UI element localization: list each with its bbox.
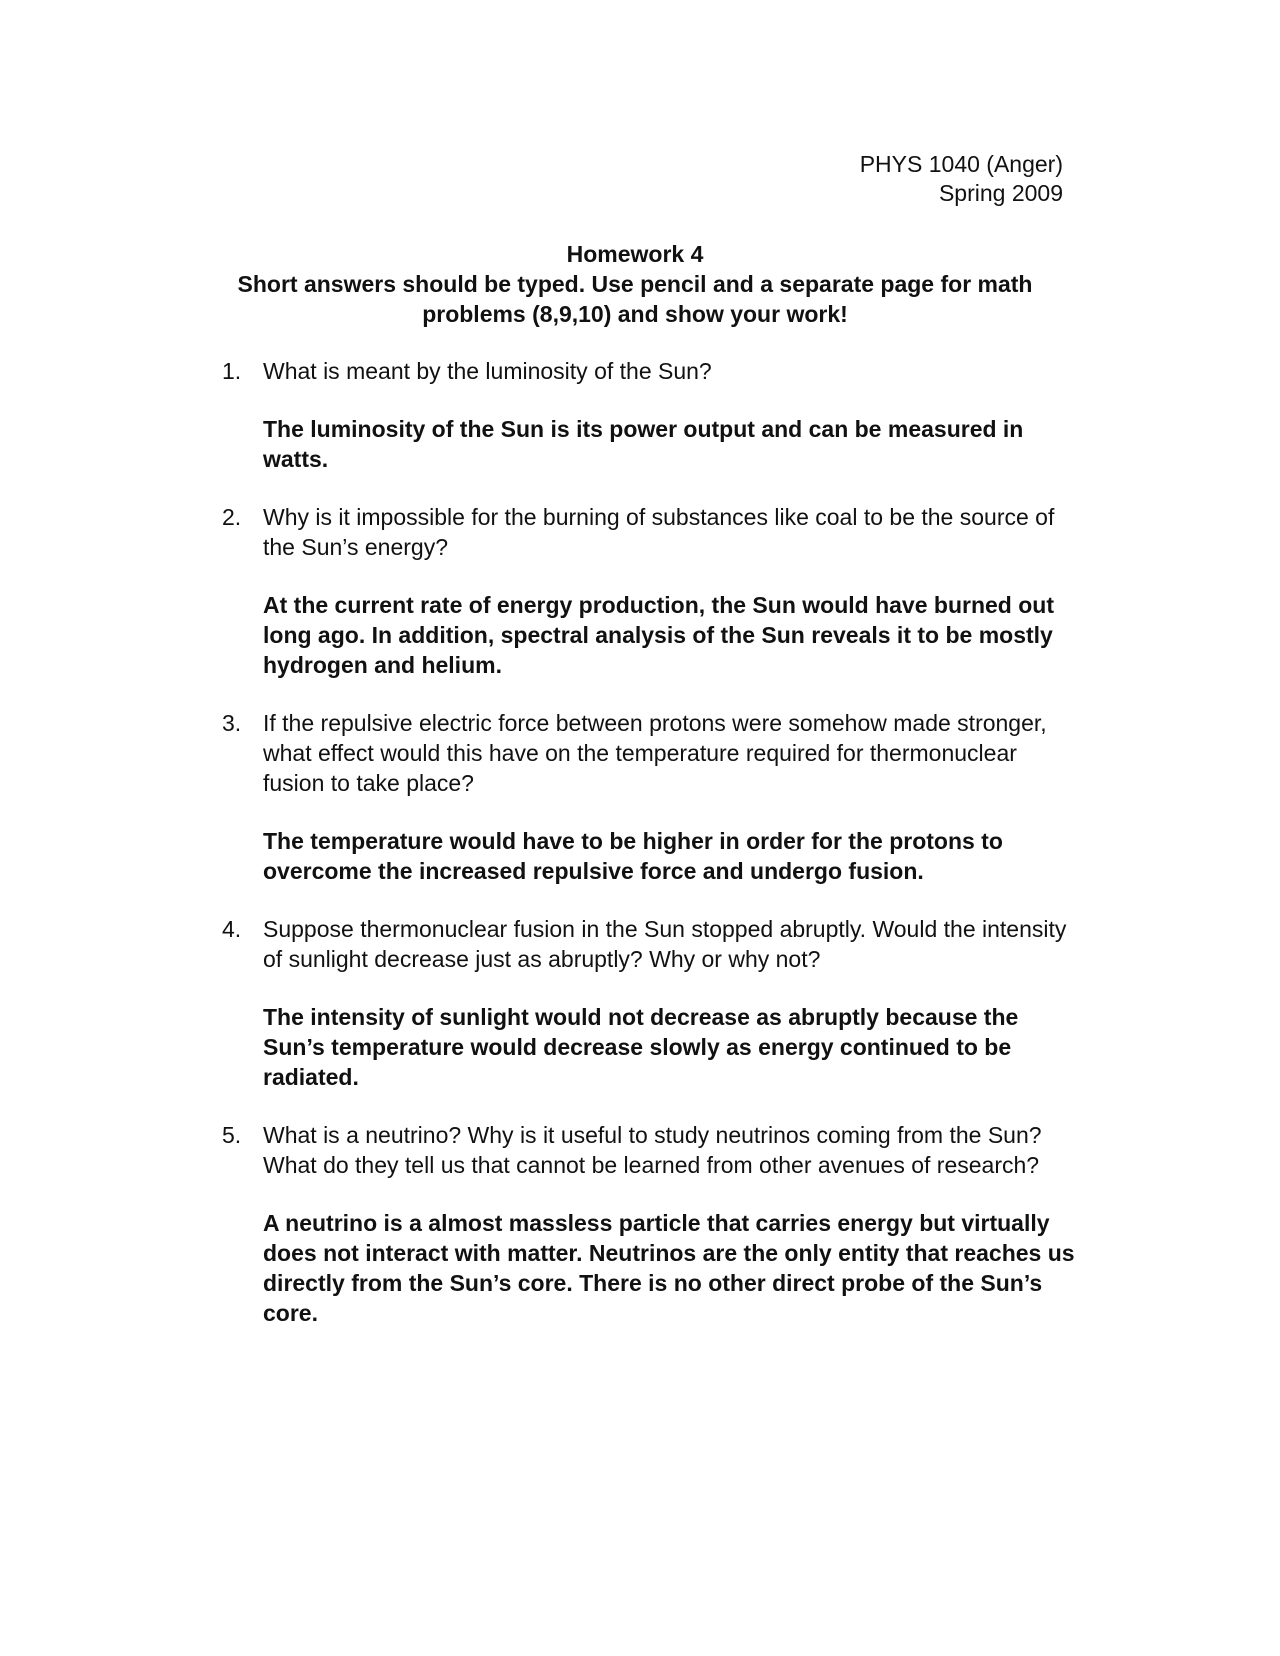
question-number: 5. [222, 1122, 242, 1148]
question-item-5 [222, 1120, 1082, 1328]
question-number: 1. [222, 358, 242, 384]
question-text: What is a neutrino? Why is it useful to study neutrinos coming from the Sun? What do they tell us that cannot be learned from other avenues of research? [263, 1122, 1042, 1178]
answer-text: The intensity of sunlight would not decrease as abruptly because the Sun’s temperature would decrease slowly as energy continued to be radiated. [263, 1004, 1019, 1090]
question-item-2 [222, 502, 1082, 680]
answer-text: The temperature would have to be higher in order for the protons to overcome the increased repulsive force and undergo fusion. [263, 828, 1003, 884]
answer-text: The luminosity of the Sun is its power output and can be measured in watts. [263, 416, 1024, 472]
question-number: 2. [222, 504, 242, 530]
question-item-1 [222, 356, 1082, 474]
question-text: Why is it impossible for the burning of substances like coal to be the source of the Sun’s energy? [263, 504, 1055, 560]
instructions-line-1: Short answers should be typed. Use pencil and a separate page for math [237, 271, 1033, 297]
instructions-line-2: problems (8,9,10) and show your work! [422, 301, 848, 327]
question-item-4 [222, 914, 1082, 1092]
course-term: Spring 2009 [938, 180, 1063, 206]
question-list [222, 356, 1082, 1356]
answer-text: At the current rate of energy production, the Sun would have burned out long ago. In addition, spectral analysis of the Sun reveals it to be mostly hydrogen and helium. [263, 592, 1054, 678]
question-text: What is meant by the luminosity of the Sun? [263, 358, 712, 384]
assignment-title-block [190, 239, 1080, 329]
course-name: PHYS 1040 (Anger) [859, 151, 1063, 177]
question-text: If the repulsive electric force between protons were somehow made stronger, what effect would this have on the temperature required for thermonuclear fusion to take place? [263, 710, 1047, 796]
question-number: 4. [222, 916, 242, 942]
question-number: 3. [222, 710, 242, 736]
question-item-3 [222, 708, 1082, 886]
course-header [860, 150, 1063, 208]
question-text: Suppose thermonuclear fusion in the Sun stopped abruptly. Would the intensity of sunlight decrease just as abruptly? Why or why not? [263, 916, 1067, 972]
answer-text: A neutrino is a almost massless particle that carries energy but virtually does not interact with matter. Neutrinos are the only entity that reaches us directly from the Sun’s core. There is no other direct probe of the Sun’s core. [263, 1210, 1075, 1326]
assignment-title: Homework 4 [566, 241, 704, 267]
